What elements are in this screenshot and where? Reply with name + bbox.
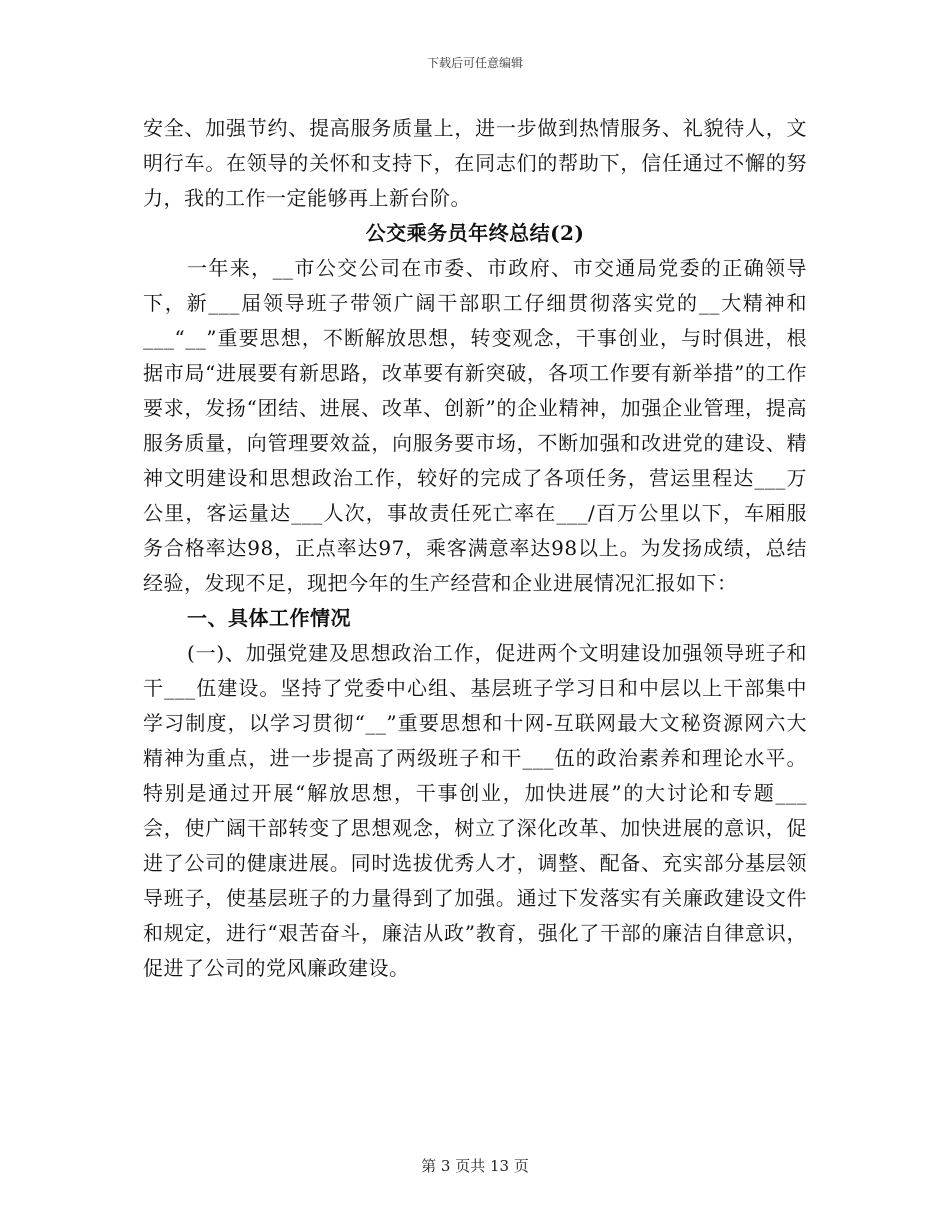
document-body (143, 111, 807, 986)
paragraph-overview: 一年来，__市公交公司在市委、市政府、市交通局党委的正确领导下，新___届领导班子带领广阔干部职工仔细贯彻落实党的__大精神和___“__”重要思想，不断解放思想，转变观念，干事创业，与时俱进，根据市局“进展要有新思路，改革要有新突破，各项工作要有新举措”的工作要求，发扬“团结、进展、改革、创新”的企业精神，加强企业管理，提高服务质量，向管理要效益，向服务要市场，不断加强和改进党的建设、精神文明建设和思想政治工作，较好的完成了各项任务，营运里程达___万公里，客运量达___人次，事故责任死亡率在___/百万公里以下，车厢服务合格率达98，正点率达97，乘客满意率达98以上。为发扬成绩，总结经验，发现不足，现把今年的生产经营和企业进展情况汇报如下： (143, 256, 807, 595)
section-heading: 一、具体工作情况 (187, 606, 351, 630)
page-header: 下载后可任意编辑 (426, 56, 523, 70)
paragraph-party-building: (一)、加强党建及思想政治工作，促进两个文明建设加强领导班子和干___伍建设。坚持了党委中心组、基层班子学习日和中层以上干部集中学习制度，以学习贯彻“__”重要思想和十网-互联网最大文秘资源网六大精神为重点，进一步提高了两级班子和干___伍的政治素养和理论水平。特别是通过开展“解放思想，干事创业，加快进展”的大讨论和专题___会，使广阔干部转变了思想观念，树立了深化改革、加快进展的意识，促进了公司的健康进展。同时选拔优秀人才，调整、配备、充实部分基层领导班子，使基层班子的力量得到了加强。通过下发落实有关廉政建设文件和规定，进行“艰苦奋斗，廉洁从政”教育，强化了干部的廉洁自律意识，促进了公司的党风廉政建设。 (143, 641, 807, 980)
intro-paragraph: 安全、加强节约、提高服务质量上，进一步做到热情服务、礼貌待人，文明行车。在领导的关怀和支持下，在同志们的帮助下，信任通过不懈的努力，我的工作一定能够再上新台阶。 (143, 116, 807, 210)
section-title: 公交乘务员年终总结(2) (365, 221, 585, 245)
page-footer: 第 3 页共 13 页 (421, 1157, 529, 1175)
